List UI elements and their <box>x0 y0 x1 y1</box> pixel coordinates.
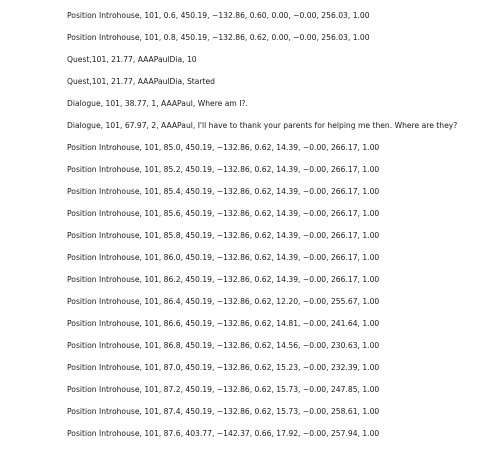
log-line: Position Introhouse, 101, 87.6, 403.77, −142.37, 0.66, 17.92, −0.00, 257.94, 1.00 <box>67 429 380 438</box>
log-line: Position Introhouse, 101, 87.2, 450.19, −132.86, 0.62, 15.73, −0.00, 247.85, 1.00 <box>67 385 380 394</box>
log-line: Position Introhouse, 101, 85.2, 450.19, −132.86, 0.62, 14.39, −0.00, 266.17, 1.00 <box>67 165 380 174</box>
log-line: Position Introhouse, 101, 86.4, 450.19, −132.86, 0.62, 12.20, −0.00, 255.67, 1.00 <box>67 297 380 306</box>
log-line: Position Introhouse, 101, 85.4, 450.19, −132.86, 0.62, 14.39, −0.00, 266.17, 1.00 <box>67 187 380 196</box>
log-line: Quest,101, 21.77, AAAPaulDia, 10 <box>67 55 197 64</box>
log-line: Position Introhouse, 101, 87.4, 450.19, −132.86, 0.62, 15.73, −0.00, 258.61, 1.00 <box>67 407 380 416</box>
log-line: Position Introhouse, 101, 87.0, 450.19, −132.86, 0.62, 15.23, −0.00, 232.39, 1.00 <box>67 363 380 372</box>
log-line: Position Introhouse, 101, 86.0, 450.19, −132.86, 0.62, 14.39, −0.00, 266.17, 1.00 <box>67 253 380 262</box>
log-line: Position Introhouse, 101, 86.8, 450.19, −132.86, 0.62, 14.56, −0.00, 230.63, 1.00 <box>67 341 380 350</box>
log-line: Position Introhouse, 101, 85.8, 450.19, −132.86, 0.62, 14.39, −0.00, 266.17, 1.00 <box>67 231 380 240</box>
log-line: Quest,101, 21.77, AAAPaulDia, Started <box>67 77 216 86</box>
log-line: Position Introhouse, 101, 85.0, 450.19, −132.86, 0.62, 14.39, −0.00, 266.17, 1.00 <box>67 143 380 152</box>
log-line: Position Introhouse, 101, 0.6, 450.19, −132.86, 0.60, 0.00, −0.00, 256.03, 1.00 <box>67 11 370 20</box>
log-line: Position Introhouse, 101, 86.6, 450.19, −132.86, 0.62, 14.81, −0.00, 241.64, 1.00 <box>67 319 380 328</box>
log-line: Dialogue, 101, 38.77, 1, AAAPaul, Where am I?. <box>67 99 248 108</box>
log-line: Position Introhouse, 101, 86.2, 450.19, −132.86, 0.62, 14.39, −0.00, 266.17, 1.00 <box>67 275 380 284</box>
log-line: Position Introhouse, 101, 0.8, 450.19, −132.86, 0.62, 0.00, −0.00, 256.03, 1.00 <box>67 33 370 42</box>
log-line: Dialogue, 101, 67.97, 2, AAAPaul, I'll have to thank your parents for helping me then. Where are they? <box>67 121 458 130</box>
log-line: Position Introhouse, 101, 85.6, 450.19, −132.86, 0.62, 14.39, −0.00, 266.17, 1.00 <box>67 209 380 218</box>
